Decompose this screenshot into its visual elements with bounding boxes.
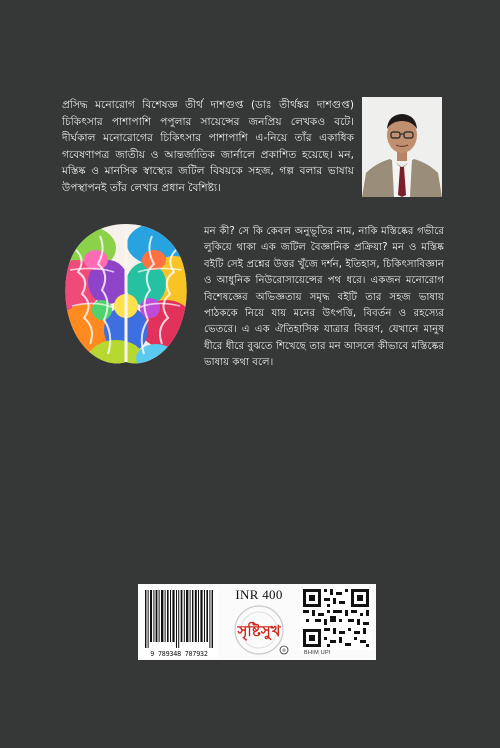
svg-text:®: ® (281, 649, 287, 654)
price-label: INR 400 (235, 587, 283, 602)
barcode-icon (140, 588, 218, 658)
publisher-logo-text: সৃষ্টিসুখ (237, 622, 281, 640)
qr-code-icon (300, 586, 372, 650)
barcode-price-panel (138, 584, 376, 660)
isbn-number: 9 789348 707932 (150, 650, 208, 658)
qr-caption: BHIM UPI (304, 650, 331, 656)
author-portrait-image (362, 97, 442, 197)
book-synopsis: মন কী? সে কি কেবল অনুভূতির নাম, নাকি মস্তিষ্কের গভীরে লুকিয়ে থাকা এক জটিল বৈজ্ঞানিক প্রক্রিয়া? মন ও মস্তিষ্ক বইটি সেই প্রশ্নের উত্তর খুঁজে দর্শন, ইতিহাস, চিকিৎসাবিজ্ঞান ও আধুনিক নিউরোসায়েন্সের পথ ধরে। একজন মনোরোগ বিশেষজ্ঞের অভিজ্ঞতায় সমৃদ্ধ বইটি তার সহজ ভাষায় পাঠককে নিয়ে যায় মনের উৎপত্তি, বিবর্তন ও রহস্যের ভেতরে। এ এক ঐতিহাসিক যাত্রার বিবরণ, যেখানে মানুষ ধীরে ধীরে বুঝতে শিখেছে তার মন আসলে কীভাবে মস্তিষ্কের ভাষায় কথা বলে। (204, 226, 444, 369)
brain-illustration (56, 220, 196, 368)
author-bio: প্রসিদ্ধ মনোরোগ বিশেষজ্ঞ তীর্থ দাশগুপ্ত (ডাঃ তীর্থঙ্কর দাশগুপ্ত) চিকিৎসার পাশাপাশি পপুলার সায়েন্সের জনপ্রিয় লেখকও বটে। দীর্ঘকাল মনোরোগের চিকিৎসার পাশাপাশি এ-নিয়ে তাঁর একাধিক গবেষণাপত্র জাতীয় ও আন্তর্জাতিক জার্নালে প্রকাশিত হয়েছে। মন, মস্তিষ্ক ও মানসিক স্বাস্থ্যের জটিল বিষয়কে সহজ, গল্প বলার ভাষায় উপস্থাপনই তাঁর লেখার প্রধান বৈশিষ্ট্য। (62, 99, 354, 194)
author-photo (362, 97, 442, 197)
publisher-logo (224, 602, 294, 658)
